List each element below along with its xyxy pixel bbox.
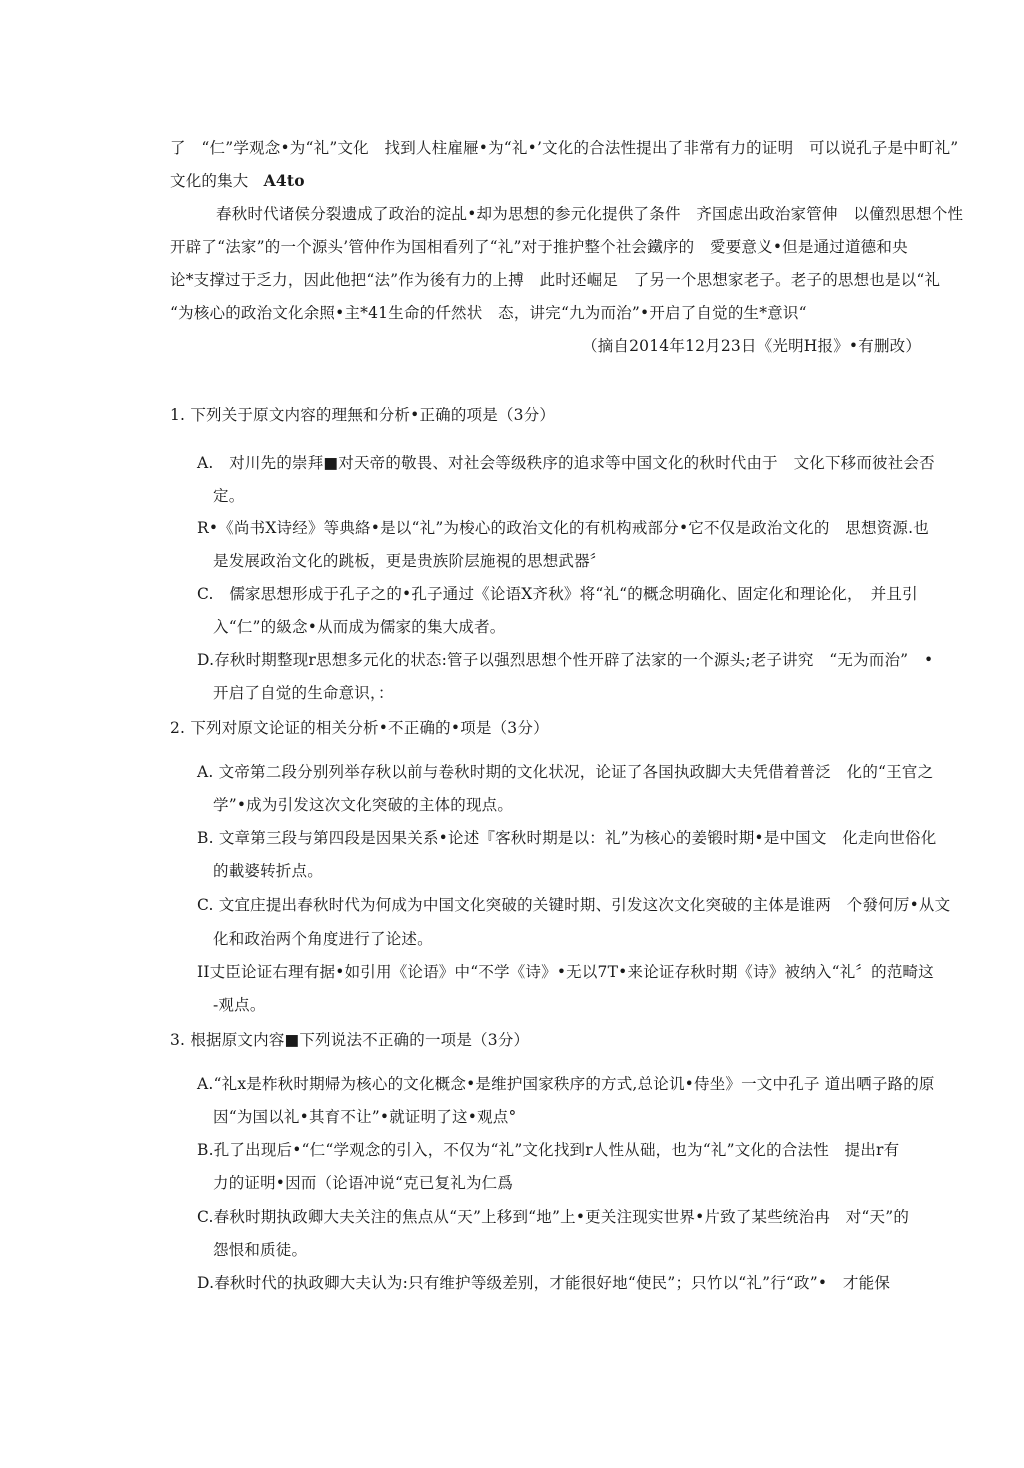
passage-para2-line1: 春秋时代诸侯分裂遗成了政治的淀乩•却为思想的参元化提供了条件 齐国虑出政治家管伸 以僮烈思想个性 (216, 205, 964, 223)
q3-option-d-line1: D.春秋时代的执政卿大夫认为:只有维护等级差别，才能很好地“使民”；只竹以“礼”行“政”• 才能保 (197, 1274, 891, 1292)
q1-option-c-line2: 入“仁”的級念•从而成为儒家的集大成者。 (213, 618, 506, 636)
q1-option-b-line2: 是发展政治文化的跳板，更是贵族阶层施視的思想武器〞 (213, 552, 606, 570)
q1-option-a-line1: A. 对川先的崇拜■对天帝的敬畏、对社会等级秩序的追求等中国文化的秋时代由于 文化下移而彼社会否 (197, 454, 935, 472)
passage-para1-line2-text: 文化的集大 (170, 172, 249, 190)
q3-option-a-line2: 因“为国以礼•其育不让”•就证明了这•观点° (213, 1108, 517, 1126)
passage-para2-line3: 论*支撑过于乏力，因此他把“法”作为後有力的上搏 此时还崛足 了另一个思想家老子。老子的思想也是以“礼 (170, 271, 941, 289)
q3-option-b-line1: B.孔了出现后•“仁“学观念的引入，不仅为“礼”文化找到r人性从础，也为“礼”文化的合法性 提出r有 (197, 1141, 900, 1159)
passage-source: （摘自2014年12月23日《光明H报》•有删改） (582, 337, 922, 355)
q1-option-a-line2: 定。 (213, 487, 245, 505)
passage-para1-line2 (170, 171, 305, 191)
q2-option-c-line1: C. 文宜庄提出春秋时代为何成为中国文化突破的关键时期、引发这次文化突破的主体是谁两 个發何厉•从文 (197, 896, 951, 914)
q3-option-b-line2: 力的证明•因而（论语冲说“克已复礼为仁爲 (213, 1174, 514, 1192)
q2-option-b-line2: 的載婆转折点。 (213, 862, 323, 880)
q2-option-a-line2: 学”•成为引发这次文化突破的主体的现点。 (213, 796, 514, 814)
q1-option-c-line1: C. 儒家思想形成于孔子之的•孔子通过《论语X齐秋》将“礼“的概念明确化、固定化和理论化， 并且引 (197, 585, 918, 603)
passage-para2-line4: “为核心的政治文化余照•主*41生命的仟然状 态，讲完“九为而治”•开启了自觉的生*意识“ (170, 304, 807, 322)
passage-para2-line2: 开辟了“法家”的一个源头’管仲作为国相看列了“礼”对于推护整个社会鐵序的 愛要意义•但是通过道德和央 (170, 238, 908, 256)
q1-option-b-line1: R•《尚书X诗经》等典絡•是以“礼”为梭心的政治文化的有机构戒部分•它不仅是政治文化的 思想资源.也 (197, 519, 929, 537)
q3-option-c-line2: 怨恨和质徒。 (213, 1241, 308, 1259)
q1-option-d-line1: D.存秋时期整现r思想多元化的状态:管子以强烈思想个性开辟了法家的一个源头;老子讲究 “无为而治” • (197, 651, 934, 669)
question-3-stem: 3. 根据原文内容■下列说法不正确的一项是（3分） (170, 1031, 530, 1049)
q2-option-c-line2: 化和政治两个角度进行了论述。 (213, 930, 433, 948)
q2-option-d-line2: -观点。 (213, 996, 266, 1014)
q3-option-a-line1: A.“礼x是柞秋时期帰为核心的文化概念•是维护国家秩序的方式,总论讥•侍坐》一文中孔子 道出哂子路的原 (197, 1075, 935, 1093)
passage-para1-line2-bold: A4to (263, 171, 305, 190)
q2-option-a-line1: A. 文帝第二段分别列举存秋以前与卷秋时期的文化状况，论证了各国执政脚大夫凭借着普泛 化的“王官之 (197, 763, 934, 781)
q3-option-c-line1: C.春秋时期执政卿大夫关注的焦点从“天”上移到“地”上•更关注现实世界•片致了某些统治冉 对“天”的 (197, 1208, 910, 1226)
q2-option-d-line1: II丈臣论证右理有据•如引用《论语》中“不学《诗》•无以7T•来论证存秋时期《诗》被纳入“礼〞的范畸这 (197, 963, 934, 981)
q2-option-b-line1: B. 文章第三段与第四段是因果关系•论述『客秋时期是以：礼”为核心的姜锻时期•是中国文 化走向世俗化 (197, 829, 937, 847)
question-1-stem: 1. 下列关于原文内容的理無和分析•正确的项是（3分） (170, 406, 556, 424)
q1-option-d-line2: 开启了自觉的生命意识，： (213, 684, 394, 702)
passage-para1-line1: 了 “仁”学观念•为“礼”文化 找到人柱雇屜•为“礼•’文化的合法性提出了非常有力的证明 可以说孔子是中町礼” (170, 139, 959, 157)
question-2-stem: 2. 下列对原文论证的相关分析•不正确的•项是（3分） (170, 719, 549, 737)
